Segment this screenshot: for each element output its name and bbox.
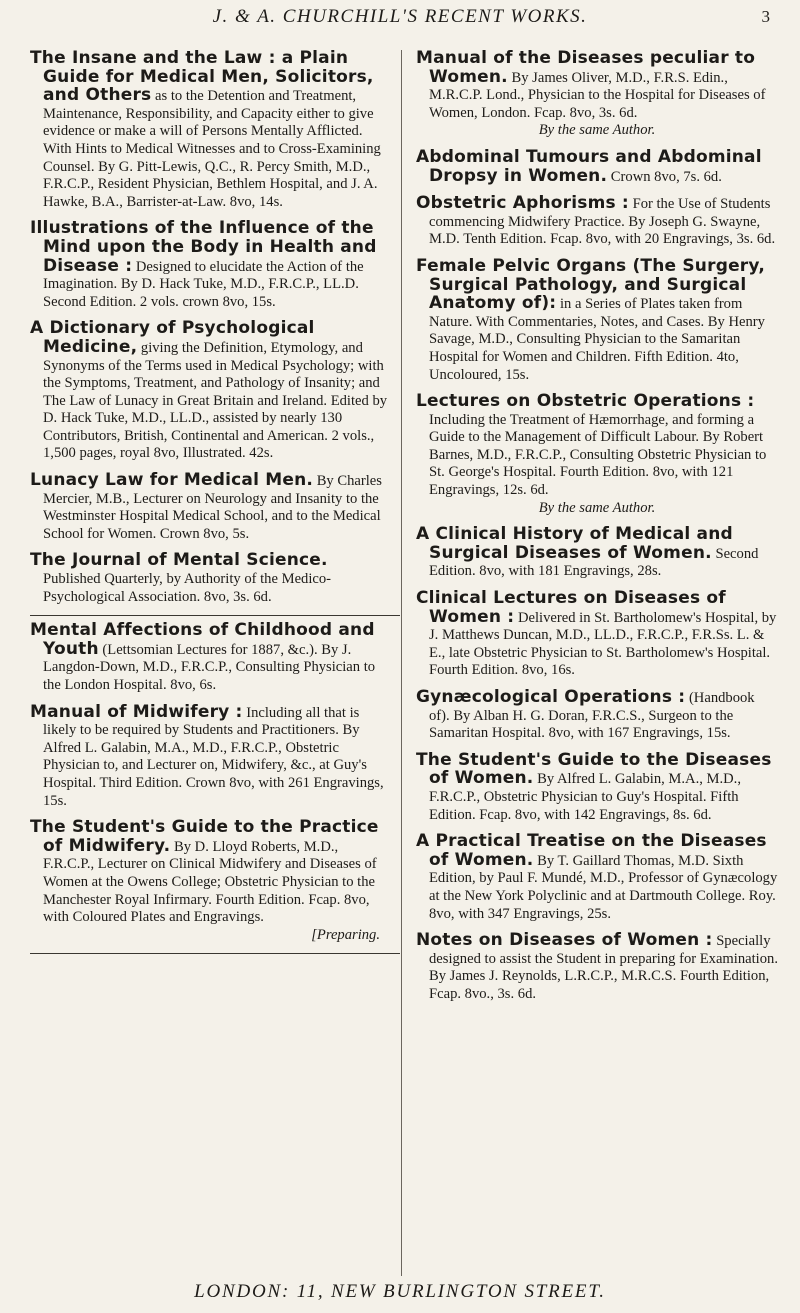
book-description: By T. Gaillard Thomas, M.D. Sixth Edition, by Paul F. Mundé, M.D., Professor of Gynæcology at the New York Polyclinic and at Dartmouth College. Roy. 8vo, with 347 Engravings, 25s.	[429, 852, 778, 922]
book-title: A Practical Treatise on the Diseases of Women.	[416, 831, 767, 870]
book-title: Notes on Diseases of Women :	[416, 930, 713, 951]
book-title: Lectures on Obstetric Operations :	[416, 391, 755, 412]
book-entry	[416, 689, 778, 743]
book-entry	[416, 393, 778, 517]
book-description: Delivered in St. Bartholomew's Hospital, by J. Matthews Duncan, M.D., LL.D., F.R.C.P., F.R.Ss. L. & E., late Obstetric Physician to St. Bartholomew's Hospital. Fourth Edition. 8vo, 16s.	[429, 609, 777, 679]
right-column	[416, 50, 778, 1013]
book-title: The Insane and the Law : a Plain Guide for Medical Men, Solicitors, and Others	[30, 48, 374, 106]
book-title: Female Pelvic Organs (The Surgery, Surgical Pathology, and Surgical Anatomy of):	[416, 255, 765, 314]
book-description: (Handbook of). By Alban H. G. Doran, F.R.C.S., Surgeon to the Samaritan Hospital. 8vo, with 167 Engravings, 15s.	[429, 690, 755, 742]
book-title: A Dictionary of Psychological Medicine,	[30, 318, 315, 357]
book-entry	[416, 833, 778, 923]
running-title: J. & A. CHURCHILL'S RECENT WORKS.	[212, 6, 588, 27]
book-description: as to the Detention and Treatment, Maintenance, Responsibility, and Capacity either to give evidence or make a will of Persons Mentally Afflicted. With Hints to Medical Witnesses and to Cross-Examining Counsel. By G. Pitt-Lewis, Q.C., R. Percy Smith, M.D., F.R.C.P., Resident Physician, Bethlem Hospital, and J. A. Hawke, B.A., Barrister-at-Law. 8vo, 14s.	[43, 88, 381, 210]
preparing-note: [Preparing.	[311, 926, 380, 943]
book-title: Manual of the Diseases peculiar to Women.	[416, 48, 756, 87]
book-title: The Student's Guide to the Diseases of Women.	[416, 749, 772, 789]
book-description: in a Series of Plates taken from Nature. With Commentaries, Notes, and Cases. By Henry Savage, M.D., Consulting Physician to the Samaritan Hospital for Women and Children. Fifth Edition. 4to, Uncoloured, 15s.	[429, 296, 765, 383]
book-title: Gynæcological Operations :	[416, 687, 686, 707]
book-title: Mental Affections of Childhood and Youth	[30, 620, 375, 659]
book-title: Obstetric Aphorisms :	[416, 193, 629, 214]
book-description: By D. Lloyd Roberts, M.D., F.R.C.P., Lecturer on Clinical Midwifery and Diseases of Women at the Owens College; Obstetric Physician to the Manchester Royal Infirmary. Fourth Edition. Fcap. 8vo, with Coloured Plates and Engravings.	[43, 838, 377, 926]
book-description: By Charles Mercier, M.B., Lecturer on Neurology and Insanity to the Westminster Hospital Medical School, and to the Medical School for Women. Crown 8vo, 5s.	[43, 473, 382, 542]
book-title: Abdominal Tumours and Abdominal Dropsy in Women.	[416, 146, 762, 186]
book-description: By James Oliver, M.D., F.R.S. Edin., M.R.C.P. Lond., Physician to the Hospital for Diseases of Women, London. Fcap. 8vo, 3s. 6d.	[429, 69, 766, 121]
section-rule	[30, 615, 400, 616]
book-title: The Journal of Mental Science.	[30, 550, 328, 571]
same-author-note: By the same Author.	[538, 499, 656, 516]
page-number: 3	[761, 7, 770, 26]
book-entry	[30, 320, 388, 463]
book-description: By Alfred L. Galabin, M.A., M.D., F.R.C.P., Obstetric Physician to Guy's Hospital. Fifth Edition. Fcap. 8vo, with 142 Engravings, 8s. 6d.	[429, 771, 741, 823]
book-title: A Clinical History of Medical and Surgical Diseases of Women.	[416, 524, 733, 563]
running-header	[0, 0, 800, 36]
book-title: Lunacy Law for Medical Men.	[30, 470, 314, 491]
section-rule	[30, 953, 400, 954]
book-entry	[30, 552, 388, 606]
book-description: For the Use of Students commencing Midwifery Practice. By Joseph G. Swayne, M.D. Tenth Edition. Fcap. 8vo, with 20 Engravings, 3s. 6d.	[429, 196, 776, 248]
book-description: Designed to elucidate the Action of the Imagination. By D. Hack Tuke, M.D., F.R.C.P., LL.D. Second Edition. 2 vols. crown 8vo, 15s.	[43, 258, 364, 310]
book-description: Specially designed to assist the Student in preparing for Examination. By James J. Reynolds, L.R.C.P., M.R.C.S. Fourth Edition, Fcap. 8vo., 3s. 6d.	[429, 933, 778, 1002]
book-title: Manual of Midwifery :	[30, 701, 243, 722]
book-entry	[416, 526, 778, 581]
book-description: (Lettsomian Lectures for 1887, &c.). By J. Langdon-Down, M.D., F.R.C.P., Consulting Physician to the London Hospital. 8vo, 6s.	[43, 641, 376, 693]
book-description: giving the Definition, Etymology, and Synonyms of the Terms used in Medical Psychology; with the Symptoms, Treatment, and Pathology of Insanity; and The Law of Lunacy in Great Britain and Ireland. Edited by D. Hack Tuke, M.D., LL.D., assisted by nearly 130 Contributors, British, Continental and American. 2 vols., 1,500 pages, royal 8vo, Illustrated. 42s.	[43, 339, 388, 462]
book-entry	[30, 220, 388, 311]
book-title: Clinical Lectures on Diseases of Women :	[416, 588, 726, 627]
book-entry	[416, 749, 778, 824]
book-description: Including all that is likely to be required by Students and Practitioners. By Alfred L. Galabin, M.A., M.D., F.R.C.P., Obstetric Physician to, and Lecturer on, Midwifery, &c., at Guy's Hospital. Third Edition. Crown 8vo, with 261 Engravings, 15s.	[43, 704, 384, 809]
book-entry	[30, 50, 388, 211]
book-entry	[30, 622, 388, 694]
book-description: Including the Treatment of Hæmorrhage, and forming a Guide to the Management of Difficult Labour. By Robert Barnes, M.D., F.R.C.P., Consulting Obstetric Physician to St. George's Hospital. Fourth Edition. 8vo, with 121 Engravings, 12s. 6d.	[429, 411, 767, 499]
book-entry	[30, 472, 388, 543]
book-entry	[30, 701, 388, 811]
same-author-note: By the same Author.	[538, 122, 656, 139]
book-entry	[30, 819, 388, 944]
left-column	[30, 50, 388, 960]
book-entry	[416, 590, 778, 680]
book-entry	[416, 195, 778, 249]
publisher-footer: LONDON: 11, NEW BURLINGTON STREET.	[194, 1281, 606, 1302]
book-title: Illustrations of the Influence of the Mind upon the Body in Health and Disease :	[30, 218, 377, 276]
column-divider	[401, 50, 402, 1276]
book-description: Published Quarterly, by Authority of the Medico-Psychological Association. 8vo, 3s. 6d.	[43, 571, 332, 605]
book-entry	[416, 255, 778, 384]
book-description: Second Edition. 8vo, with 181 Engravings, 28s.	[429, 545, 759, 580]
book-entry	[416, 50, 778, 140]
book-entry	[416, 932, 778, 1003]
book-description: Crown 8vo, 7s. 6d.	[610, 168, 722, 185]
book-entry	[416, 146, 778, 186]
book-title: The Student's Guide to the Practice of Midwifery.	[30, 817, 379, 856]
